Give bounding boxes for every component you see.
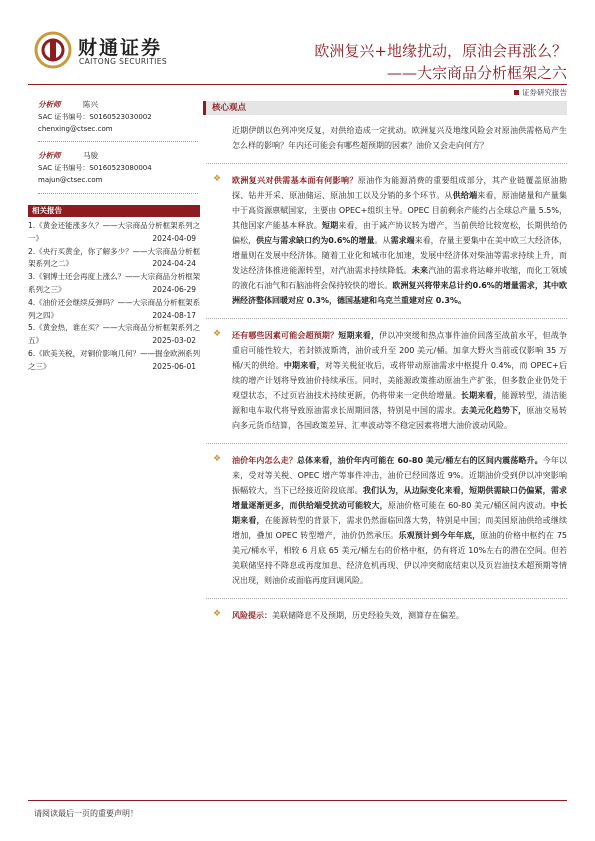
related-report-item[interactable] [28,271,202,297]
related-report-date: 2024-04-09 [152,233,196,243]
divider [206,443,567,444]
analyst-card [28,145,200,191]
intro-paragraph: 近期伊朗以色列冲突反复，对供给造成一定扰动。欧洲复兴及地缘风险会对原油供需格局产生怎么样的影响？年内还可能会有哪些超预期的因素？油价又会走向何方？ [232,126,567,150]
analyst-email[interactable]: majun@ctsec.com [38,176,103,184]
related-report-title: 5.《黄金热，谁在买？——大宗商品分析框架系列之五》 [28,323,201,346]
divider [38,193,198,194]
analyst-sac: SAC 证书编号：S0160523030002 [38,113,152,121]
analyst-card [28,94,200,140]
related-report-item[interactable] [28,246,202,272]
related-report-date: 2025-03-02 [152,336,196,346]
report-subtitle: ——大宗商品分析框架之六 [386,64,567,82]
analyst-name: 马骏 [83,151,98,160]
related-report-item[interactable] [28,322,202,348]
related-report-item[interactable] [28,297,202,323]
related-reports-list [28,220,202,374]
related-report-title: 3.《铜博士还会再度上涨么？——大宗商品分析框架系列之三》 [28,272,201,294]
square-icon [514,90,519,95]
analyst-role: 分析师 [38,151,61,160]
analyst-email[interactable]: chenxing@ctsec.com [38,125,113,133]
report-title: 欧洲复兴+地缘扰动，原油会再涨么？ [314,42,567,60]
related-report-date: 2025-06-01 [152,361,196,371]
divider [206,318,567,319]
related-report-title: 6.《欧美关税，对铜价影响几何？——掘金欧洲系列之三》 [28,348,201,371]
core-views-body [206,123,567,623]
brand-logo [34,30,184,72]
brand-name-cn: 财通证券 [78,37,163,59]
footer-rule [28,800,567,801]
analyst-role: 分析师 [38,100,61,109]
related-report-date: 2024-08-17 [152,310,196,320]
section-price-outlook: ❖ 油价年内怎么走？总体来看，油价年内可能在 60-80 美元/桶左右的区间内震荡略升。今年以来，受对等关税、OPEC 增产等事件冲击，油价已经回落近 9%。近期油价受到伊以冲突影响振幅较大，当下已经接近阶段底部。我们认为，从边际变化来看，短期供需缺口仍偏紧，需求增量逐渐更多，而供给端受扰动可能较大，原油价格可能在 60-80 美元/桶区间内波动。中长期来看，在能源转型的背景下，需求仍然面临回落大势，特别是中国；而美国原油供给或继续增加，叠加 OPEC 转型增产，油价仍然承压。乐观预计到今年年底，原油的价格中枢约在 75 美元/桶水平，相较 6 月底 65 美元/桶左右的价格中枢，仍有将近 10%左右的潜在空间。但若美联储坚持不降息或再度加息、经济危机再现、伊以冲突彻底结束以及页岩油技术超预期等情况出现，则油价或面临再度回调风险。 [213,454,568,585]
risk-warning: ❖ 风险提示：美联储降息不及预期，历史经验失效，测算存在偏差。 [213,609,464,620]
brand-name-en: CAITONG SECURITIES [79,57,168,66]
analyst-sac: SAC 证书编号：S0160523080004 [38,164,152,172]
diamond-bullet-icon: ❖ [213,329,222,339]
section-upside-factors: ❖ 还有哪些因素可能会超预期？短期来看，伊以冲突缓和热点事件油价回落至战前水平，但战争重启可能性较大，若封锁波斯湾，油价或升至 200 美元/桶。加拿大野火当前或仅影响 35 万桶/天的供给。中期来看，对等关税征收后，或将带动原油需求中枢提升 0.4%，而 OPEC+后续的增产计划将导致油价持续承压。同时，美能源政策推动原油生产扩张，但多数企业仍处于观望状态，不过页岩油技术持续更新，仍将带来一定供给增量。长期来看，能源转型，清洁能源和电车取代将导致原油需求长周期回落，特别是中国的需求。去美元化趋势下，原油交易转向多元货币结算，各国政策差异、汇率波动等不稳定因素将增大油价波动风险。 [213,329,568,430]
related-report-title: 4.《油价还会继续反弹吗？——大宗商品分析框架系列之四》 [28,297,201,320]
section-supply-demand: ❖ 欧洲复兴对供需基本面有何影响？原油作为能源消费的重要组成部分，其产业链覆盖原油勘探、钻井开采、原油储运、原油加工以及分销的多个环节。从供给端来看，原油储量和产量集中于高资源禀赋国家，主要由 OPEC+组织主导。OPEC 目前剩余产能约占全球总产量 5.5%，其他国家产能基本释放。短期来看，由于减产协议转为增产，当前供给比较宽松，长期供给仍偏松，供应与需求缺口约为0.6%的增量。从需求端来看，存量主要集中在美中欧三大经济体，增量则在发展中经济体。随着工业化和城市化加速，发展中经济体对柴油等需求持续上升，而发达经济体推进能源转型，对汽油需求持续降低。未来汽油的需求将达峰并收缩，而化工领域的液化石油气和石脑油将会保持较快的增长。欧洲复兴将带来总计约0.6%的增量需求，其中欧洲经济整体回暖对应 0.3%，德国基建和乌克兰重建对应 0.3%。 [213,174,568,305]
diamond-bullet-icon: ❖ [213,454,222,464]
divider [206,163,567,164]
divider [38,141,198,142]
related-report-date: 2024-06-29 [152,284,196,294]
diamond-bullet-icon: ❖ [213,174,222,184]
brand-mark-icon [34,31,72,69]
related-report-title: 1.《黄金还能涨多久？——大宗商品分析框架系列之一》 [28,221,201,243]
header-rule [28,84,567,85]
related-report-item[interactable] [28,220,202,246]
related-report-item[interactable] [28,348,202,374]
divider [206,598,567,599]
footer-disclaimer: 请阅读最后一页的重要声明！ [34,809,138,818]
diamond-bullet-icon: ❖ [213,609,222,619]
related-reports-header: 相关报告 [28,205,200,217]
analyst-name: 陈兴 [83,100,98,109]
related-report-title: 2.《央行买黄金，你了解多少？——大宗商品分析框架系列之二》 [28,246,201,269]
report-tag: 证券研究报告 [514,87,567,98]
analyst-panel [28,92,200,191]
core-views-header: 核心观点 [203,101,567,115]
related-report-date: 2024-04-24 [152,259,196,269]
